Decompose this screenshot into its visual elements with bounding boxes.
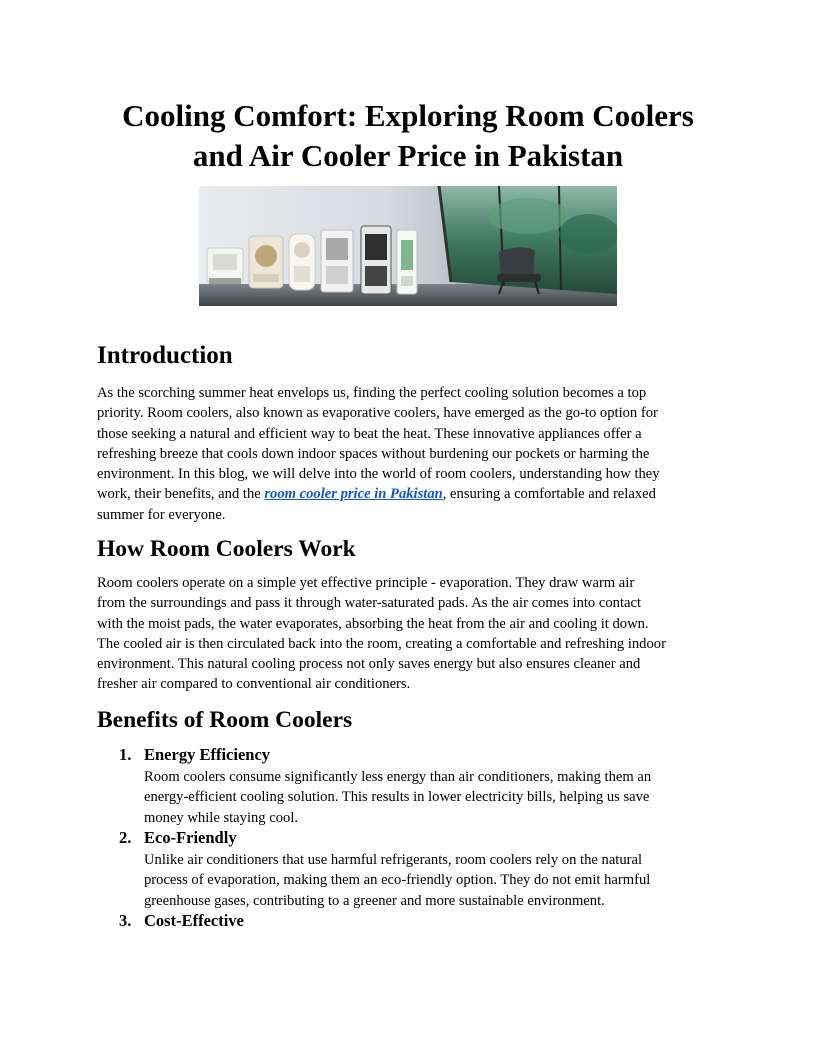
list-item-line: money while staying cool. [144, 809, 299, 826]
introduction-heading: Introduction [97, 342, 233, 369]
link-suffix-text: , ensuring a comfortable and relaxed [442, 486, 656, 503]
introduction-line: summer for everyone. [97, 506, 226, 523]
list-item-title: Eco-Friendly [144, 828, 237, 847]
cooler-3 [289, 234, 315, 290]
benefits-heading: Benefits of Room Coolers [97, 707, 353, 733]
how-it-works-heading: How Room Coolers Work [97, 536, 356, 562]
list-item-number: 1. [119, 745, 132, 764]
title-line-1: Cooling Comfort: Exploring Room Coolers [122, 98, 694, 133]
how-it-works-line: The cooled air is then circulated back into the room, creating a comfortable and refreshing indoor [97, 635, 666, 652]
list-item-number: 2. [119, 828, 132, 847]
cooler-4 [321, 230, 353, 292]
introduction-line-with-link [97, 484, 737, 504]
how-it-works-line: environment. This natural cooling process not only saves energy but also ensures cleaner and [97, 656, 641, 673]
list-item-body [144, 850, 744, 911]
list-item-line: energy-efficient cooling solution. This results in lower electricity bills, helping us save [144, 789, 650, 806]
link-prefix-text: work, their benefits, and the [97, 486, 265, 503]
introduction-line: those seeking a natural and efficient way to beat the heat. These innovative appliances offer a [97, 425, 642, 442]
cooler-2 [249, 236, 283, 288]
introduction-line: priority. Room coolers, also known as evaporative coolers, have emerged as the go-to option for [97, 405, 658, 422]
cooler-5 [361, 226, 391, 294]
title-line-2: and Air Cooler Price in Pakistan [192, 138, 624, 173]
introduction-line: refreshing breeze that cools down indoor spaces without burdening our pockets or harming the [97, 445, 650, 462]
hero-illustration [199, 186, 617, 306]
page-title [60, 96, 756, 176]
introduction-paragraph [97, 383, 737, 525]
list-item-body [144, 767, 744, 828]
list-item-line: process of evaporation, making them an eco-friendly option. They do not emit harmful [144, 872, 651, 889]
list-item-line: Room coolers consume significantly less energy than air conditioners, making them an [144, 769, 652, 785]
list-item-line: Unlike air conditioners that use harmful refrigerants, room coolers rely on the natural [144, 852, 643, 868]
list-item-title: Cost-Effective [144, 911, 244, 930]
how-it-works-line: from the surroundings and pass it through water-saturated pads. As the air comes into contact [97, 595, 642, 612]
how-it-works-paragraph [97, 573, 737, 695]
room-cooler-price-link[interactable]: room cooler price in Pakistan [264, 486, 443, 503]
introduction-line: environment. In this blog, we will delve into the world of room coolers, understanding how they [97, 466, 660, 483]
how-it-works-line: fresher air compared to conventional air conditioners. [97, 676, 411, 693]
list-item-number: 3. [119, 911, 132, 930]
how-it-works-line: with the moist pads, the water evaporates, absorbing the heat from the air and cooling it down. [97, 615, 649, 632]
introduction-line: As the scorching summer heat envelops us, finding the perfect cooling solution becomes a top [97, 385, 647, 401]
how-it-works-line: Room coolers operate on a simple yet effective principle - evaporation. They draw warm air [97, 575, 635, 591]
cooler-1 [207, 248, 243, 284]
hero-image [199, 186, 617, 306]
list-item-title: Energy Efficiency [144, 745, 271, 764]
list-item-line: greenhouse gases, contributing to a greener and more sustainable environment. [144, 892, 605, 909]
cooler-6 [397, 230, 417, 294]
